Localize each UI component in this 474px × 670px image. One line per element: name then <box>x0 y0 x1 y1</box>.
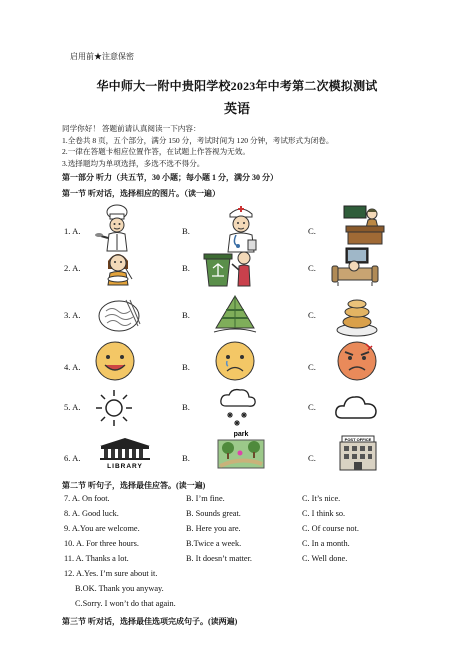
question-number: 4. <box>64 362 71 372</box>
q8-option-c: C. I think so. <box>302 509 346 518</box>
sad-face-icon <box>214 340 256 382</box>
q10-option-c: C. In a month. <box>302 539 350 548</box>
q6-option-a: 6. A. <box>64 453 81 463</box>
q11-option-c: C. Well done. <box>302 554 348 563</box>
part1-heading: 第一部分 听力（共五节，30 小题；每小题 1 分，满分 30 分） <box>62 173 278 182</box>
question-number: 3. <box>64 310 71 320</box>
q5-option-b: B. <box>182 402 190 412</box>
post-office-icon <box>336 434 380 472</box>
mooncake-icon <box>334 294 380 338</box>
section3-heading: 第三节 听对话，选择最佳选项完成句子。(读两遍) <box>62 617 238 626</box>
q7-option-c: C. It’s nice. <box>302 494 341 503</box>
zongzi-icon <box>210 292 260 336</box>
section2-heading: 第二节 听句子，选择最佳应答。(读一遍) <box>62 481 206 490</box>
confidential-label: 启用前★注意保密 <box>70 52 134 61</box>
post-office-sign: POST OFFICE <box>344 437 372 442</box>
q7-option-b: B. I’m fine. <box>186 494 225 503</box>
q1-option-a: 1. A. <box>64 226 81 236</box>
girl-eating-icon <box>96 247 140 287</box>
q9-option-c: C. Of course not. <box>302 524 359 533</box>
section1-heading: 第一节 听对话，选择相应的图片。（读一遍） <box>62 189 220 198</box>
q2-option-a: 2. A. <box>64 263 81 273</box>
subject-title: 英语 <box>223 101 250 116</box>
sofa-tv-icon <box>330 246 380 288</box>
cloud-icon <box>334 392 378 422</box>
q2-option-b: B. <box>182 263 190 273</box>
q4-option-b: B. <box>182 362 190 372</box>
q6-option-c: C. <box>308 453 316 463</box>
q3-option-a: 3. A. <box>64 310 81 320</box>
q6-option-b: B. <box>182 453 190 463</box>
question-number: 2. <box>64 263 71 273</box>
instruction-line: 1.全卷共 8 页，五个部分，满分 150 分，考试时间为 120 分钟，考试形式为闭卷。 <box>62 135 334 145</box>
angry-face-icon <box>336 340 378 382</box>
q5-option-c: C. <box>308 402 316 412</box>
q5-option-a: 5. A. <box>64 402 81 412</box>
question-number: 5. <box>64 402 71 412</box>
q7-option-a: 7. A. On foot. <box>64 494 110 503</box>
q4-option-a: 4. A. <box>64 362 81 372</box>
q3-option-b: B. <box>182 310 190 320</box>
q10-option-a: 10. A. For three hours. <box>64 539 139 548</box>
library-sign: LIBRARY <box>107 463 143 470</box>
library-icon <box>96 436 154 470</box>
snow-icon <box>218 386 258 428</box>
q8-option-a: 8. A. Good luck. <box>64 509 119 518</box>
question-number: 6. <box>64 453 71 463</box>
happy-face-icon <box>94 340 136 382</box>
park-icon <box>216 428 266 470</box>
q10-option-b: B.Twice a week. <box>186 539 242 548</box>
q11-option-a: 11. A. Thanks a lot. <box>64 554 129 563</box>
q11-option-b: B. It doesn’t matter. <box>186 554 252 563</box>
exam-instructions <box>62 123 333 169</box>
question-number: 1. <box>64 226 71 236</box>
instruction-line: 2.一律在答题卡相应位置作答，在试题上作答视为无效。 <box>62 147 250 157</box>
q12-option-c: C.Sorry. I won’t do that again. <box>75 599 176 608</box>
chef-icon <box>92 203 142 253</box>
q3-option-c: C. <box>308 310 316 320</box>
q4-option-c: C. <box>308 362 316 372</box>
q9-option-b: B. Here you are. <box>186 524 241 533</box>
instruction-line: 同学你好！ 答题前请认真阅读一下内容： <box>62 124 201 133</box>
noodles-icon <box>96 296 142 336</box>
teacher-desk-icon <box>340 202 388 246</box>
q12-option-b: B.OK. Thank you anyway. <box>75 584 164 593</box>
q2-option-c: C. <box>308 263 316 273</box>
q8-option-b: B. Sounds great. <box>186 509 241 518</box>
sun-icon <box>94 388 134 428</box>
park-sign: park <box>233 431 249 438</box>
q12-option-a: 12. A.Yes. I’m sure about it. <box>64 569 158 578</box>
q9-option-a: 9. A.You are welcome. <box>64 524 140 533</box>
exam-title: 华中师大一附中贵阳学校2023年中考第二次模拟测试 <box>96 79 378 93</box>
instruction-line: 3.选择题均为单项选择，多选不选不得分。 <box>62 158 205 168</box>
q1-option-b: B. <box>182 226 190 236</box>
q1-option-c: C. <box>308 226 316 236</box>
recycling-icon <box>200 246 260 288</box>
